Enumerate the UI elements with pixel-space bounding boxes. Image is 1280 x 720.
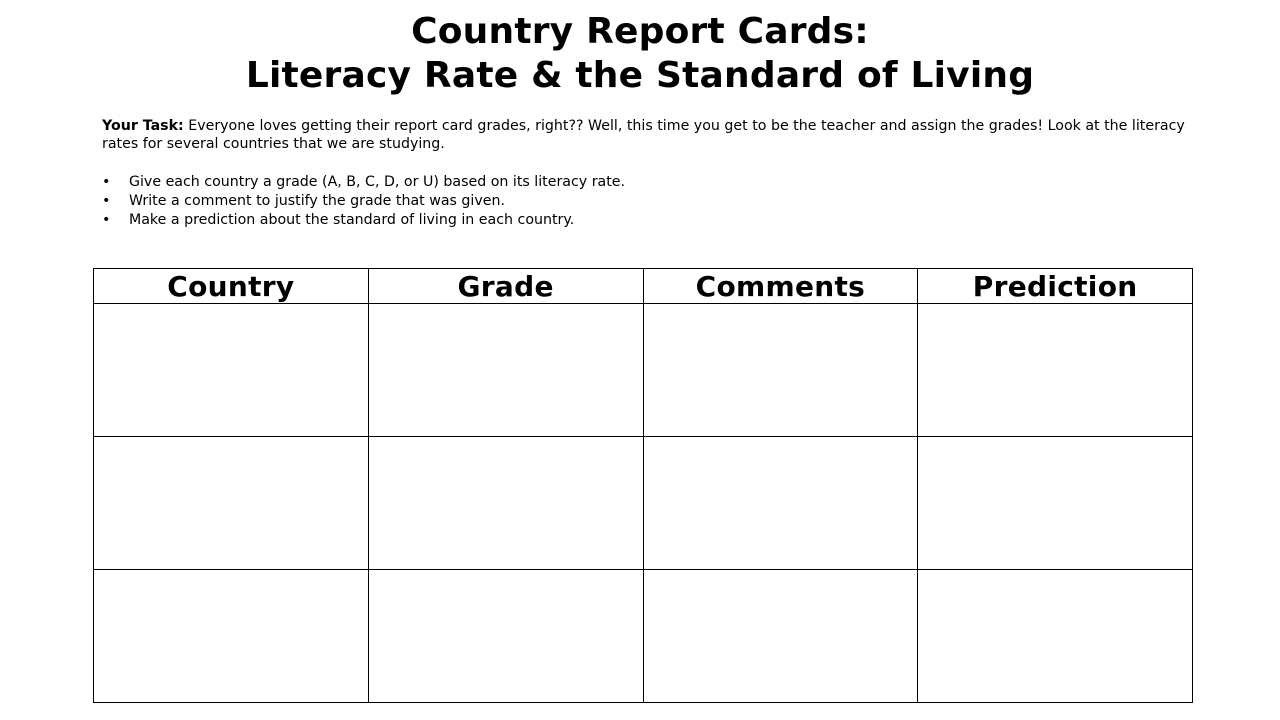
prediction-cell[interactable] xyxy=(918,304,1193,437)
instruction-text: Give each country a grade (A, B, C, D, or U) based on its literacy rate. xyxy=(129,174,626,190)
page-title-line-1: Country Report Cards: xyxy=(411,11,869,52)
task-label: Your Task: xyxy=(102,118,184,134)
grade-cell[interactable] xyxy=(368,570,643,703)
instruction-item xyxy=(102,173,625,192)
table-row xyxy=(94,304,1193,437)
prediction-cell[interactable] xyxy=(918,437,1193,570)
instruction-text: Write a comment to justify the grade that was given. xyxy=(129,193,505,209)
prediction-cell[interactable] xyxy=(918,570,1193,703)
comments-cell[interactable] xyxy=(643,437,918,570)
bullet-icon: • xyxy=(102,212,111,228)
task-text: Everyone loves getting their report card grades, right?? Well, this time you get to be the teacher and assign the grades! Look at the literacy rates for several countries that we are studying. xyxy=(102,118,1185,152)
bullet-icon: • xyxy=(102,174,111,190)
task-description xyxy=(102,117,1202,153)
header-country: Country xyxy=(94,269,369,304)
instruction-list xyxy=(102,173,625,230)
country-cell[interactable] xyxy=(94,304,369,437)
header-comments: Comments xyxy=(643,269,918,304)
instruction-text: Make a prediction about the standard of living in each country. xyxy=(129,212,575,228)
instruction-item xyxy=(102,211,625,230)
header-prediction: Prediction xyxy=(918,269,1193,304)
country-cell[interactable] xyxy=(94,437,369,570)
comments-cell[interactable] xyxy=(643,570,918,703)
table-row xyxy=(94,570,1193,703)
bullet-icon: • xyxy=(102,193,111,209)
grade-cell[interactable] xyxy=(368,437,643,570)
table-header-row xyxy=(94,269,1193,304)
table-row xyxy=(94,437,1193,570)
grade-cell[interactable] xyxy=(368,304,643,437)
instruction-item xyxy=(102,192,625,211)
header-grade: Grade xyxy=(368,269,643,304)
country-cell[interactable] xyxy=(94,570,369,703)
page-title-line-2: Literacy Rate & the Standard of Living xyxy=(245,55,1035,96)
report-card-table xyxy=(93,268,1193,703)
comments-cell[interactable] xyxy=(643,304,918,437)
